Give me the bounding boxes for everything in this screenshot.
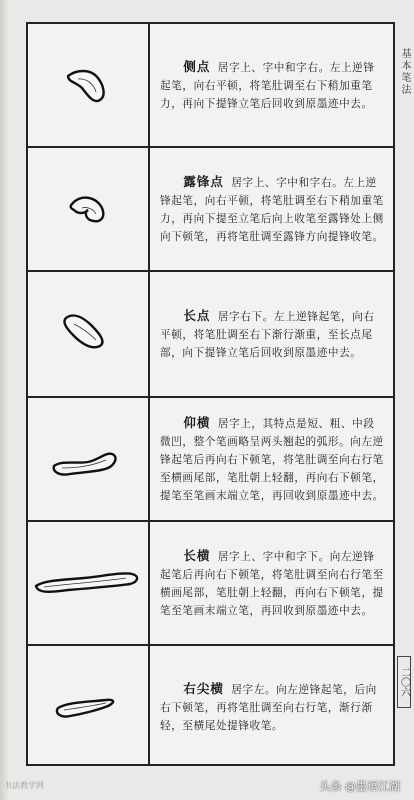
section-title: 基本笔法 bbox=[399, 48, 410, 96]
page-number: 二〇六 bbox=[397, 656, 411, 708]
description bbox=[160, 680, 385, 735]
stroke-illustration-lufengdian bbox=[28, 148, 148, 270]
table-row bbox=[28, 396, 393, 520]
stroke-text: 居字左。向左逆锋起笔，后向右下顿笔，再将笔肚调至向右行笔，渐行渐轻，至横尾处提锋收笔。 bbox=[160, 683, 377, 732]
stroke-term: 长点 bbox=[183, 307, 211, 323]
stroke-term: 仰横 bbox=[183, 414, 211, 430]
description bbox=[160, 414, 385, 505]
watermark-left: 书法教学网 bbox=[4, 781, 44, 790]
stroke-table bbox=[26, 22, 395, 766]
stroke-illustration-youjianheng bbox=[28, 646, 148, 768]
table-row bbox=[28, 270, 393, 396]
table-row bbox=[28, 644, 393, 768]
stroke-text: 居字上、字中和字右。左上逆锋起笔，向右平顿，将笔肚调至右下稍加重笔力，再向下提至立笔后向上收笔至露锋处上侧向下顿笔，再将笔肚调至露锋方向提锋收笔。 bbox=[160, 176, 384, 243]
stroke-text: 居字右下。左上逆锋起笔，向右平顿，将笔肚调至右下渐行渐重，至长点尾部，向下提锋立笔后回收到原墨迹中去。 bbox=[160, 310, 375, 359]
stroke-term: 右尖横 bbox=[183, 680, 224, 696]
scan-edge bbox=[0, 0, 10, 800]
description bbox=[160, 547, 385, 620]
stroke-text: 居字上、字中和字下。向左逆锋起笔后再向右下顿笔，将笔肚调至向右行笔至横画尾部，笔肚朝上轻翻，再向右下顿笔，提笔至笔画末端立笔，再回收到原墨迹中去。 bbox=[160, 550, 384, 617]
stroke-term: 侧点 bbox=[183, 58, 211, 74]
description bbox=[160, 173, 385, 246]
stroke-term: 露锋点 bbox=[183, 173, 224, 189]
stroke-illustration-cezhan bbox=[28, 24, 148, 146]
stroke-illustration-changdian bbox=[28, 272, 148, 396]
stroke-term: 长横 bbox=[183, 547, 211, 563]
description bbox=[160, 307, 385, 362]
table-row bbox=[28, 24, 393, 146]
description bbox=[160, 58, 385, 113]
table-row bbox=[28, 146, 393, 270]
stroke-illustration-yangheng bbox=[28, 398, 148, 520]
stroke-illustration-changheng bbox=[28, 522, 148, 644]
table-row bbox=[28, 520, 393, 644]
stroke-text: 居字上，其特点是短、粗、中段微凹，整个笔画略呈两头翘起的弧形。向左逆锋起笔后再向右下顿笔，将笔肚调至向右行笔至横画尾部，笔肚朝上轻翻，再向右下顿笔，提笔至笔画末端立笔，再回收到原墨迹中去。 bbox=[160, 417, 384, 502]
watermark-right: 头条 @墨语江湖 bbox=[319, 780, 400, 793]
stroke-text: 居字上、字中和字右。左上逆锋起笔，向右平顿，将笔肚调至右下稍加重笔力，再向下提锋立笔后回收到原墨迹中去。 bbox=[160, 61, 375, 110]
